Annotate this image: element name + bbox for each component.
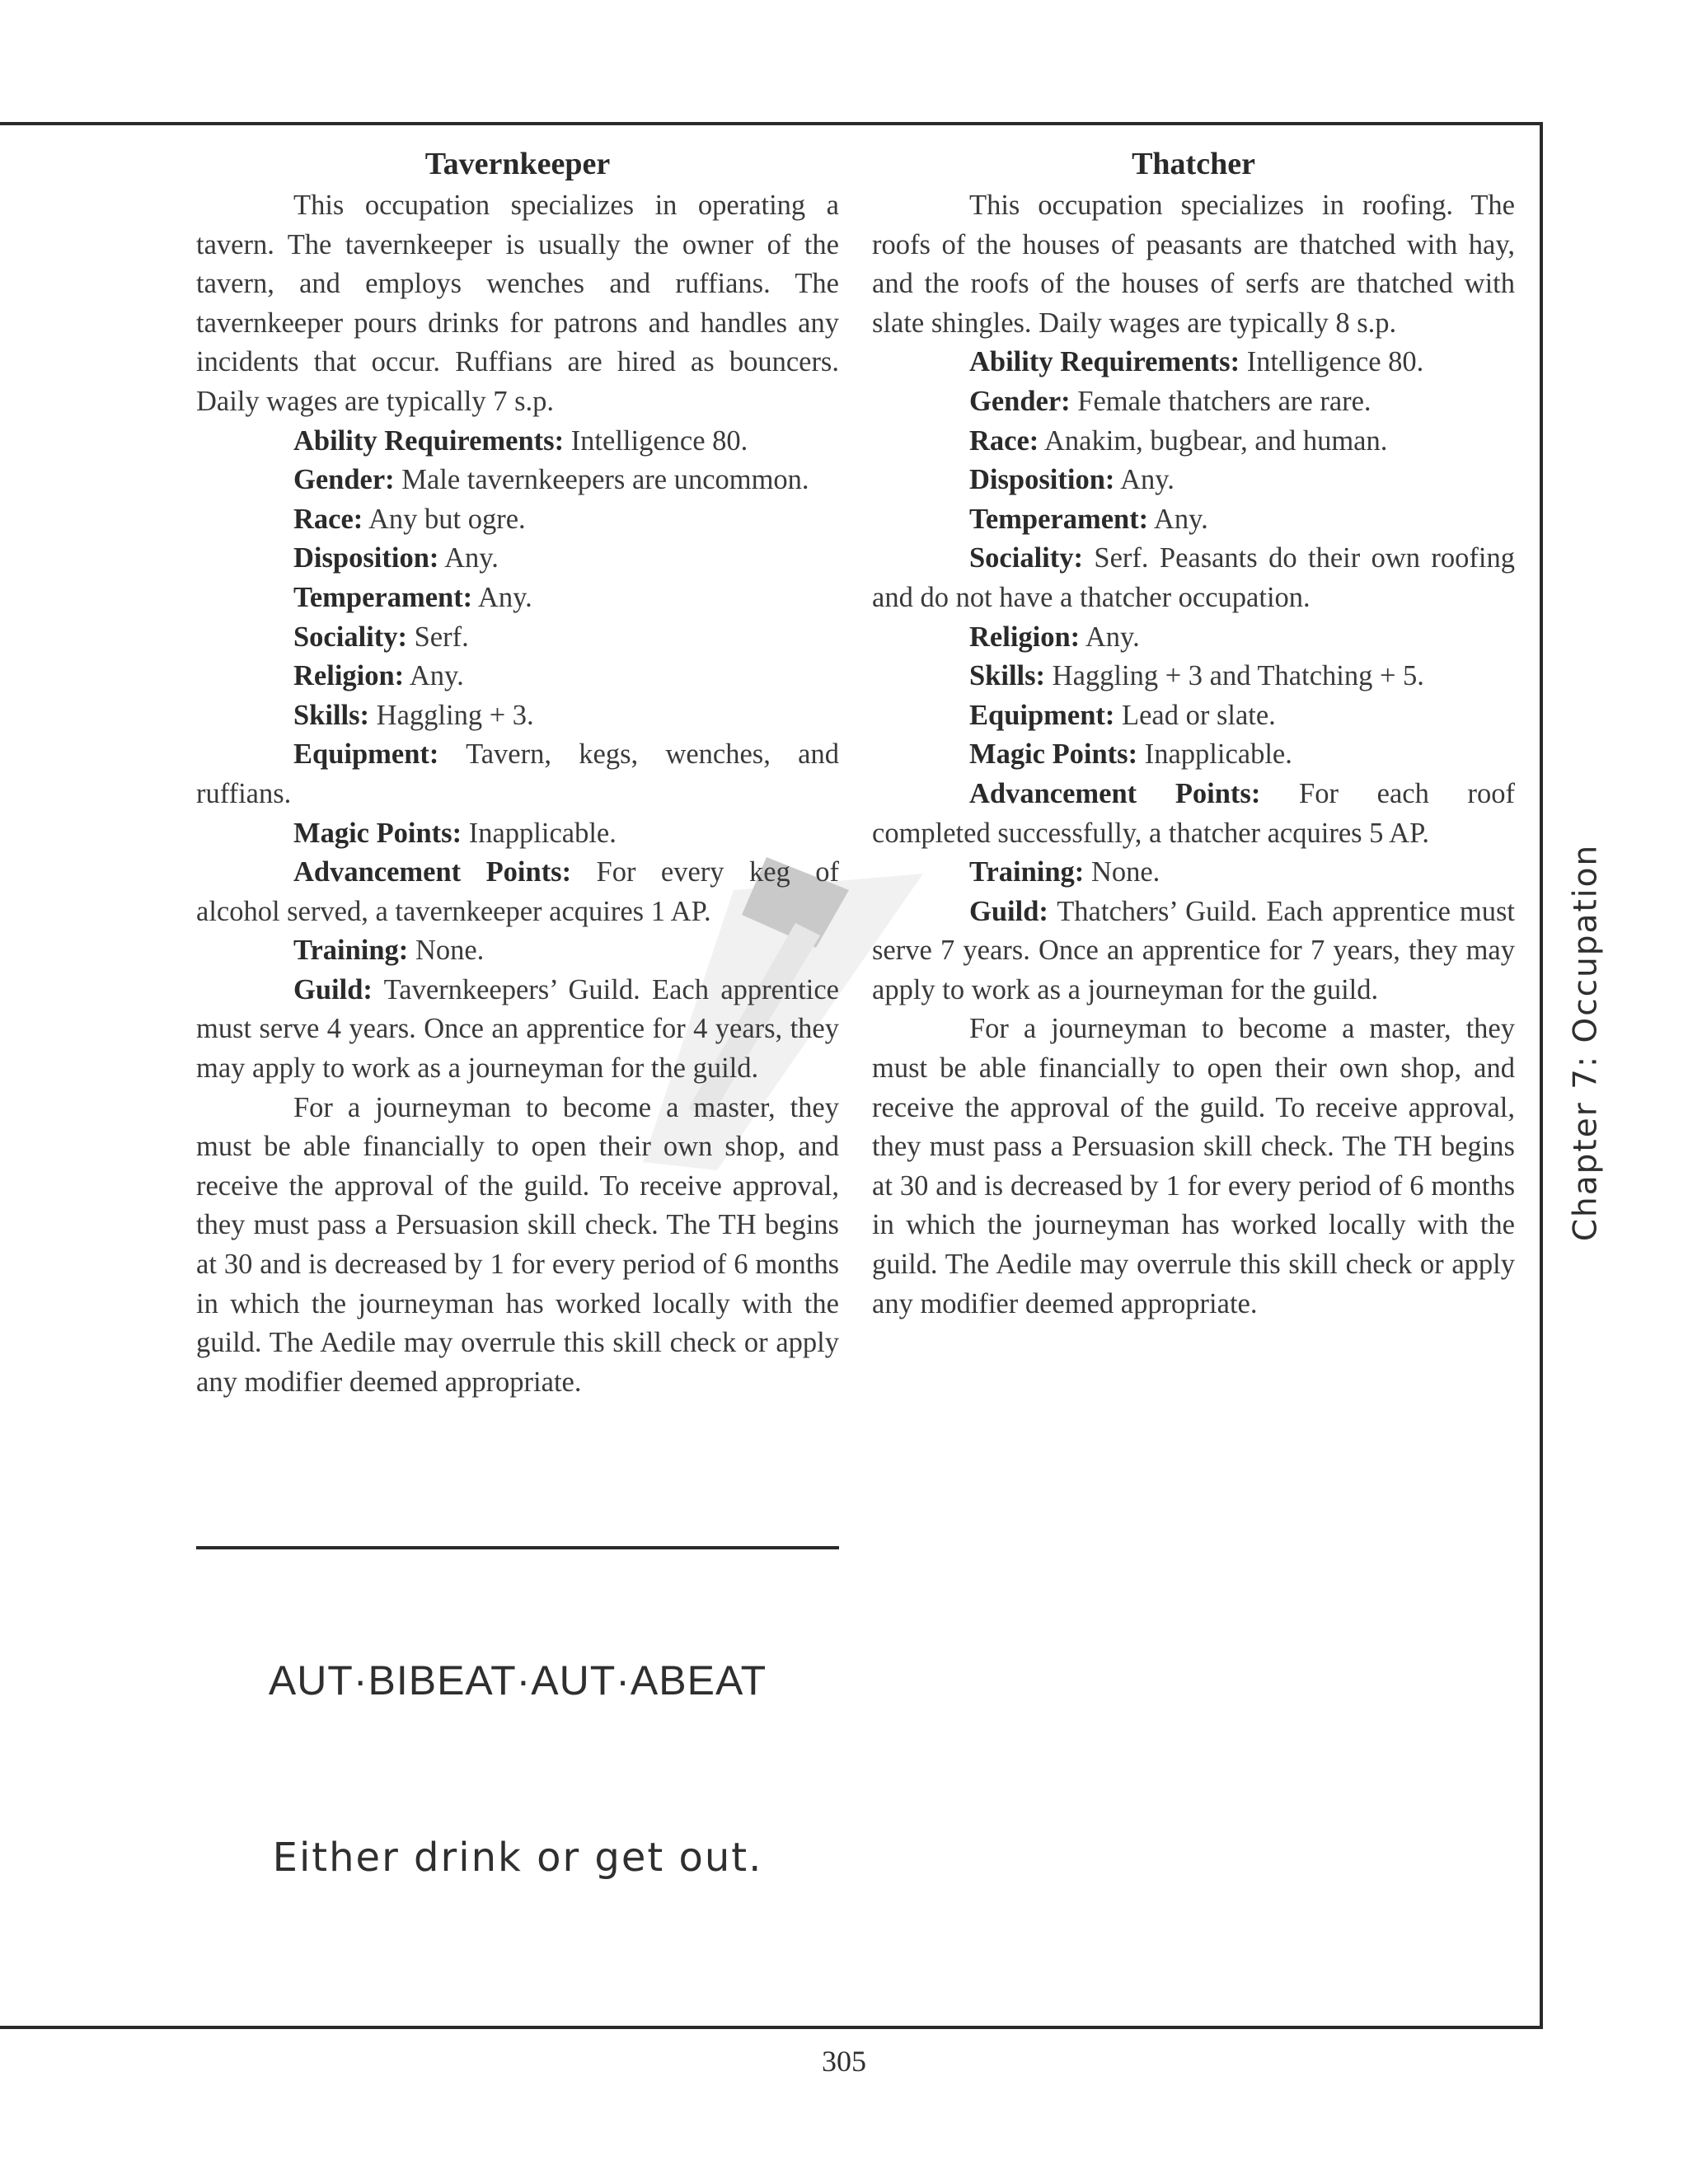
tavernkeeper-paragraph [196,422,839,462]
thatcher-field-text: Any. [1080,621,1140,653]
tavernkeeper-field-text: Inapplicable. [462,817,617,849]
motto-latin: AUT·BIBEAT·AUT·ABEAT [268,1657,767,1704]
thatcher-paragraph [872,539,1515,617]
thatcher-paragraph [872,735,1515,775]
tavernkeeper-field-label: Disposition: [293,542,439,574]
tavernkeeper-field-label: Sociality: [293,621,407,653]
thatcher-heading: Thatcher [1132,147,1255,181]
tavernkeeper-paragraph [196,657,839,696]
tavernkeeper-field-text: Tavernkeepers’ Guild. Each apprentice must serve 4 years. Once an apprentice for 4 years, they may apply to work as a journeyman for the guild. [196,973,839,1085]
thatcher-paragraph [872,382,1515,422]
tavernkeeper-field-text: Male tavernkeepers are uncommon. [394,464,809,496]
thatcher-field-label: Religion: [969,621,1081,653]
tavernkeeper-field-label: Race: [293,503,363,535]
thatcher-field-label: Training: [969,856,1085,888]
tavernkeeper-paragraph [196,931,839,971]
tavernkeeper-field-text: Intelligence 80. [564,424,748,457]
tavernkeeper-body [196,186,839,1402]
tavernkeeper-paragraph [196,461,839,500]
tavernkeeper-field-text: None. [408,935,485,967]
thatcher-field-text: Haggling + 3 and Thatching + 5. [1045,660,1424,692]
thatcher-paragraph [872,461,1515,500]
thatcher-field-label: Equipment: [969,699,1115,731]
thatcher-field-text: Female thatchers are rare. [1070,385,1372,417]
thatcher-field-text: Serf. Peasants do their own roofing and do not have a thatcher occupation. [872,542,1515,613]
tavernkeeper-field-label: Ability Requirements: [293,424,565,457]
thatcher-paragraph [872,618,1515,658]
tavernkeeper-field-text: For every keg of alcohol served, a tavernkeeper acquires 1 AP. [196,856,839,927]
tavernkeeper-field-text: Any. [472,581,532,613]
tavernkeeper-paragraph [196,853,839,931]
thatcher-field-text: Anakim, bugbear, and human. [1039,424,1388,457]
page-frame-top [0,122,1543,125]
tavernkeeper-column [196,142,839,1402]
tavernkeeper-field-text: Any. [404,660,464,692]
tavernkeeper-field-text: Any. [438,542,499,574]
thatcher-field-label: Disposition: [969,464,1115,496]
tavernkeeper-field-label: Training: [293,935,409,967]
thatcher-field-label: Guild: [969,895,1048,927]
thatcher-field-text: Any. [1148,503,1208,535]
thatcher-field-text: Thatchers’ Guild. Each apprentice must serve 7 years. Once an apprentice for 7 years, they may apply to work as a journeyman for the guild. [872,895,1515,1005]
tavernkeeper-field-label: Magic Points: [293,817,462,849]
thatcher-body [872,186,1515,1324]
chapter-side-title: Chapter 7: Occupation [1567,843,1605,1242]
tavernkeeper-field-text: Tavern, kegs, wenches, and ruffians. [196,738,839,809]
section-divider [196,1546,839,1549]
page-number: 305 [822,2045,866,2078]
thatcher-paragraph [872,343,1515,382]
tavernkeeper-heading: Tavernkeeper [424,147,611,181]
tavernkeeper-paragraph [196,618,839,658]
thatcher-paragraph [872,775,1515,853]
tavernkeeper-field-label: Equipment: [293,738,439,771]
thatcher-field-label: Advancement Points: [969,777,1261,809]
thatcher-paragraph [872,853,1515,893]
tavernkeeper-field-text: Haggling + 3. [369,699,534,731]
thatcher-paragraph [872,422,1515,462]
tavernkeeper-field-label: Skills: [293,699,370,731]
tavernkeeper-field-label: Gender: [293,464,395,496]
tavernkeeper-field-text: This occupation specializes in operating a tavern. The tavernkeeper is usually the owner of the tavern, and employs wenches and ruffians. The tavernkeeper pours drinks for patrons and handles any incidents that occur. Ruffians are hired as bouncers. Daily wages are typically 7 s.p. [196,190,839,417]
thatcher-field-label: Gender: [969,385,1071,417]
tavernkeeper-paragraph [196,1089,839,1403]
thatcher-field-label: Skills: [969,660,1046,692]
thatcher-paragraph [872,500,1515,540]
page-frame-bottom [0,2026,1543,2029]
tavernkeeper-field-label: Temperament: [293,581,473,613]
thatcher-field-label: Sociality: [969,542,1083,574]
tavernkeeper-paragraph [196,971,839,1089]
thatcher-paragraph [872,1010,1515,1324]
tavernkeeper-paragraph [196,579,839,618]
thatcher-paragraph [872,893,1515,1010]
thatcher-paragraph [872,657,1515,696]
thatcher-field-label: Temperament: [969,503,1149,535]
tavernkeeper-paragraph [196,735,839,813]
thatcher-field-text: Lead or slate. [1114,699,1276,731]
thatcher-paragraph [872,186,1515,343]
thatcher-field-text: This occupation specializes in roofing. The roofs of the houses of peasants are thatched with hay, and the roofs of the houses of serfs are thatched with slate shingles. Daily wages are typically 8 s.p. [872,190,1515,339]
tavernkeeper-paragraph [196,500,839,540]
tavernkeeper-field-text: Serf. [406,621,469,653]
thatcher-field-text: For each roof completed successfully, a thatcher acquires 5 AP. [872,777,1515,849]
thatcher-field-text: For a journeyman to become a master, they must be able financially to open their own shop, and receive the approval of the guild. To receive approval, they must pass a Persuasion skill check. The TH begins at 30 and is decreased by 1 for every period of 6 months in which the journeyman has worked locally with the guild. The Aedile may overrule this skill check or apply any modifier deemed appropriate. [872,1013,1515,1319]
thatcher-column [872,142,1515,1324]
thatcher-field-label: Ability Requirements: [969,346,1240,378]
tavernkeeper-paragraph [196,814,839,854]
thatcher-field-text: Inapplicable. [1137,738,1292,771]
tavernkeeper-paragraph [196,186,839,422]
thatcher-field-label: Magic Points: [969,738,1138,771]
motto-english: Either drink or get out. [272,1835,763,1881]
tavernkeeper-field-label: Guild: [293,973,373,1005]
tavernkeeper-paragraph [196,539,839,579]
thatcher-field-text: Any. [1114,464,1175,496]
tavernkeeper-paragraph [196,696,839,736]
tavernkeeper-field-text: Any but ogre. [363,503,526,535]
page-frame-right [1540,122,1543,2029]
tavernkeeper-field-label: Religion: [293,660,405,692]
tavernkeeper-field-text: For a journeyman to become a master, they must be able financially to open their own shop, and receive the approval of the guild. To receive approval, they must pass a Persuasion skill check. The TH begins at 30 and is decreased by 1 for every period of 6 months in which the journeyman has worked locally with the guild. The Aedile may overrule this skill check or apply any modifier deemed appropriate. [196,1091,839,1398]
thatcher-field-label: Race: [969,424,1039,457]
thatcher-field-text: Intelligence 80. [1240,346,1424,378]
thatcher-field-text: None. [1084,856,1160,888]
tavernkeeper-field-label: Advancement Points: [293,856,572,888]
thatcher-paragraph [872,696,1515,736]
